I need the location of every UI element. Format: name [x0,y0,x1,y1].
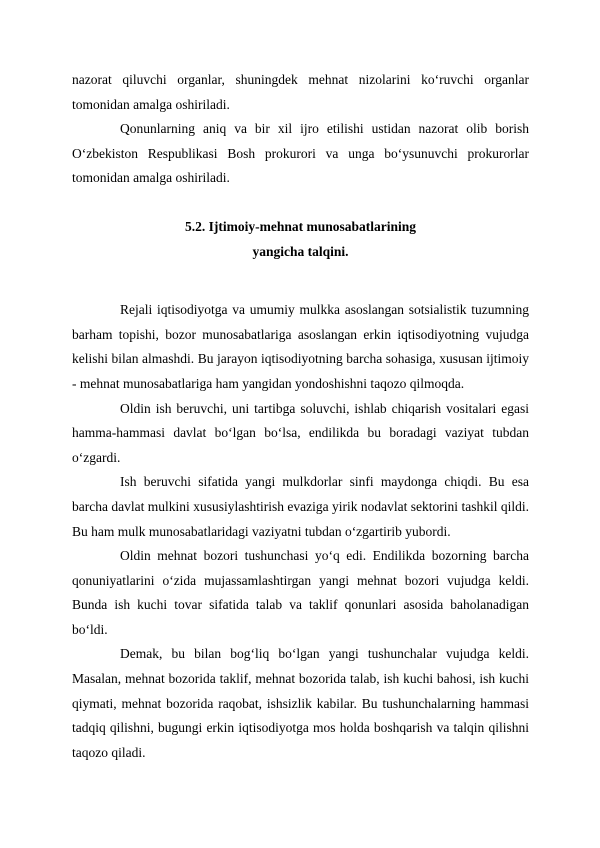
paragraph: Rejali iqtisodiyotga va umumiy mulkka asoslangan sotsialistik tuzumning barham topishi, bozor munosabatlariga asoslangan erkin iqtisodiyotning vujudga kelishi bilan almashdi. Bu jarayon iqtisodiyotning barcha sohasiga, xususan ijtimoiy - mehnat munosabatlariga ham yangidan yondoshishni taqozo qilmoqda. [72,302,529,391]
spacer [72,264,529,298]
paragraph: Demak, bu bilan bog‘liq bo‘lgan yangi tushunchalar vujudga keldi. Masalan, mehnat bozorida taklif, mehnat bozorida talab, ish kuchi bahosi, ish kuchi qiymati, mehnat bozorida raqobat, ishsizlik kabilar. Bu tushunchalarning hammasi tadqiq qilishni, bugungi erkin iqtisodiyotga mos holda boshqarish va talqin qilishni taqozo qiladi. [72,646,529,760]
paragraph: Oldin ish beruvchi, uni tartibga soluvchi, ishlab chiqarish vositalari egasi hamma-hammasi davlat bo‘lgan bo‘lsa, endilikda bu boradagi vaziyat tubdan o‘zgardi. [72,400,529,465]
spacer [72,191,529,215]
paragraph: Ish beruvchi sifatida yangi mulkdorlar sinfi maydonga chiqdi. Bu esa barcha davlat mulkini xususiylashtirish evaziga yirik nodavlat sektorini tashkil qildi. Bu ham mulk munosabatlaridagi vaziyatni tubdan o‘zgartirib yubordi. [72,474,529,539]
page-content [72,68,529,765]
section-heading [72,215,529,264]
paragraph: nazorat qiluvchi organlar, shuningdek mehnat nizolarini ko‘ruvchi organlar tomonidan amalga oshiriladi. [72,72,529,112]
section-heading-line-2: yangicha talqini. [252,243,349,259]
paragraph: Qonunlarning aniq va bir xil ijro etilishi ustidan nazorat olib borish O‘zbekiston Respublikasi Bosh prokurori va unga bo‘ysunuvchi prokurorlar tomonidan amalga oshiriladi. [72,121,529,186]
paragraph: Oldin mehnat bozori tushunchasi yo‘q edi. Endilikda bozorning barcha qonuniyatlarini o‘zida mujassamlashtirgan yangi mehnat bozori vujudga keldi. Bunda ish kuchi tovar sifatida talab va taklif qonunlari asosida baholanadigan bo‘ldi. [72,548,529,637]
section-heading-line-1: 5.2. Ijtimoiy-mehnat munosabatlarining [184,218,417,234]
